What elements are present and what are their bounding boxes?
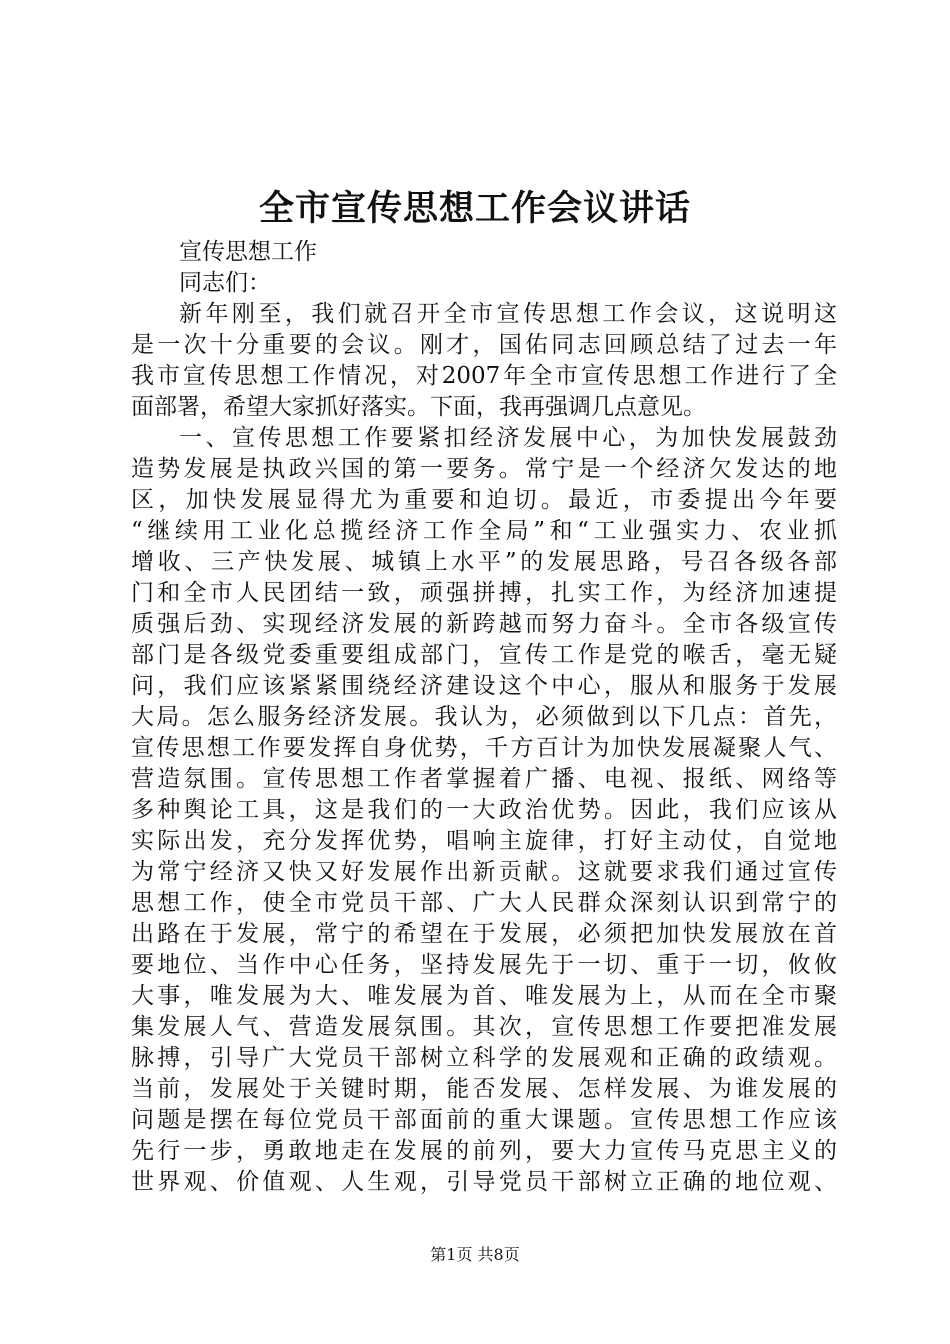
text-line: 问题是摆在每位党员干部面前的重大课题。宣传思想工作应该 xyxy=(131,1107,837,1133)
salutation-line: 同志们： xyxy=(179,270,271,296)
text-line: 思想工作，使全市党员干部、广大人民群众深刻认识到常宁的 xyxy=(131,890,837,916)
page-number-footer: 第1页 共8页 xyxy=(430,1245,520,1264)
text-line: 为常宁经济又快又好发展作出新贡献。这就要求我们通过宣传 xyxy=(131,859,837,885)
text-line: 营造氛围。宣传思想工作者掌握着广播、电视、报纸、网络等 xyxy=(131,766,837,792)
text-line: 出路在于发展，常宁的希望在于发展，必须把加快发展放在首 xyxy=(131,921,837,947)
text-line: 脉搏，引导广大党员干部树立科学的发展观和正确的政绩观。 xyxy=(131,1045,837,1071)
text-line: 大局。怎么服务经济发展。我认为，必须做到以下几点：首先， xyxy=(131,704,837,730)
text-line: 门和全市人民团结一致，顽强拼搏，扎实工作，为经济加速提 xyxy=(131,580,837,606)
text-line: 增收、三产快发展、城镇上水平”的发展思路，号召各级各部 xyxy=(131,549,837,575)
text-line: 是一次十分重要的会议。刚才，国佑同志回顾总结了过去一年 xyxy=(131,332,837,358)
text-line: 面部署，希望大家抓好落实。下面，我再强调几点意见。 xyxy=(131,394,706,420)
page-title: 全市宣传思想工作会议讲话 xyxy=(258,188,691,229)
text-line: 造势发展是执政兴国的第一要务。常宁是一个经济欠发达的地 xyxy=(131,456,837,482)
text-line: 大事，唯发展为大、唯发展为首、唯发展为上，从而在全市聚 xyxy=(131,983,837,1009)
text-line: 一、宣传思想工作要紧扣经济发展中心，为加快发展鼓劲 xyxy=(179,425,837,451)
text-line: 集发展人气、营造发展氛围。其次，宣传思想工作要把准发展 xyxy=(131,1014,837,1040)
text-line: 宣传思想工作要发挥自身优势，千方百计为加快发展凝聚人气、 xyxy=(131,735,837,761)
text-line: 要地位、当作中心任务，坚持发展先于一切、重于一切，攸攸 xyxy=(131,952,837,978)
text-line: 区，加快发展显得尤为重要和迫切。最近，市委提出今年要 xyxy=(131,487,837,513)
subject-line: 宣传思想工作 xyxy=(179,239,317,265)
text-line: 我市宣传思想工作情况，对2007年全市宣传思想工作进行了全 xyxy=(131,363,837,389)
text-line: “继续用工业化总揽经济工作全局”和“工业强实力、农业抓 xyxy=(131,518,837,544)
text-line: 多种舆论工具，这是我们的一大政治优势。因此，我们应该从 xyxy=(131,797,837,823)
text-line: 部门是各级党委重要组成部门，宣传工作是党的喉舌，毫无疑 xyxy=(131,642,837,668)
text-line: 先行一步，勇敢地走在发展的前列，要大力宣传马克思主义的 xyxy=(131,1138,837,1164)
text-line: 质强后劲、实现经济发展的新跨越而努力奋斗。全市各级宣传 xyxy=(131,611,837,637)
text-line: 新年刚至，我们就召开全市宣传思想工作会议，这说明这 xyxy=(179,301,837,327)
text-line: 当前，发展处于关键时期，能否发展、怎样发展、为谁发展的 xyxy=(131,1076,837,1102)
text-line: 问，我们应该紧紧围绕经济建设这个中心，服从和服务于发展 xyxy=(131,673,837,699)
text-line: 世界观、价值观、人生观，引导党员干部树立正确的地位观、 xyxy=(131,1169,837,1195)
text-line: 实际出发，充分发挥优势，唱响主旋律，打好主动仗，自觉地 xyxy=(131,828,837,854)
document-body xyxy=(131,237,837,1198)
